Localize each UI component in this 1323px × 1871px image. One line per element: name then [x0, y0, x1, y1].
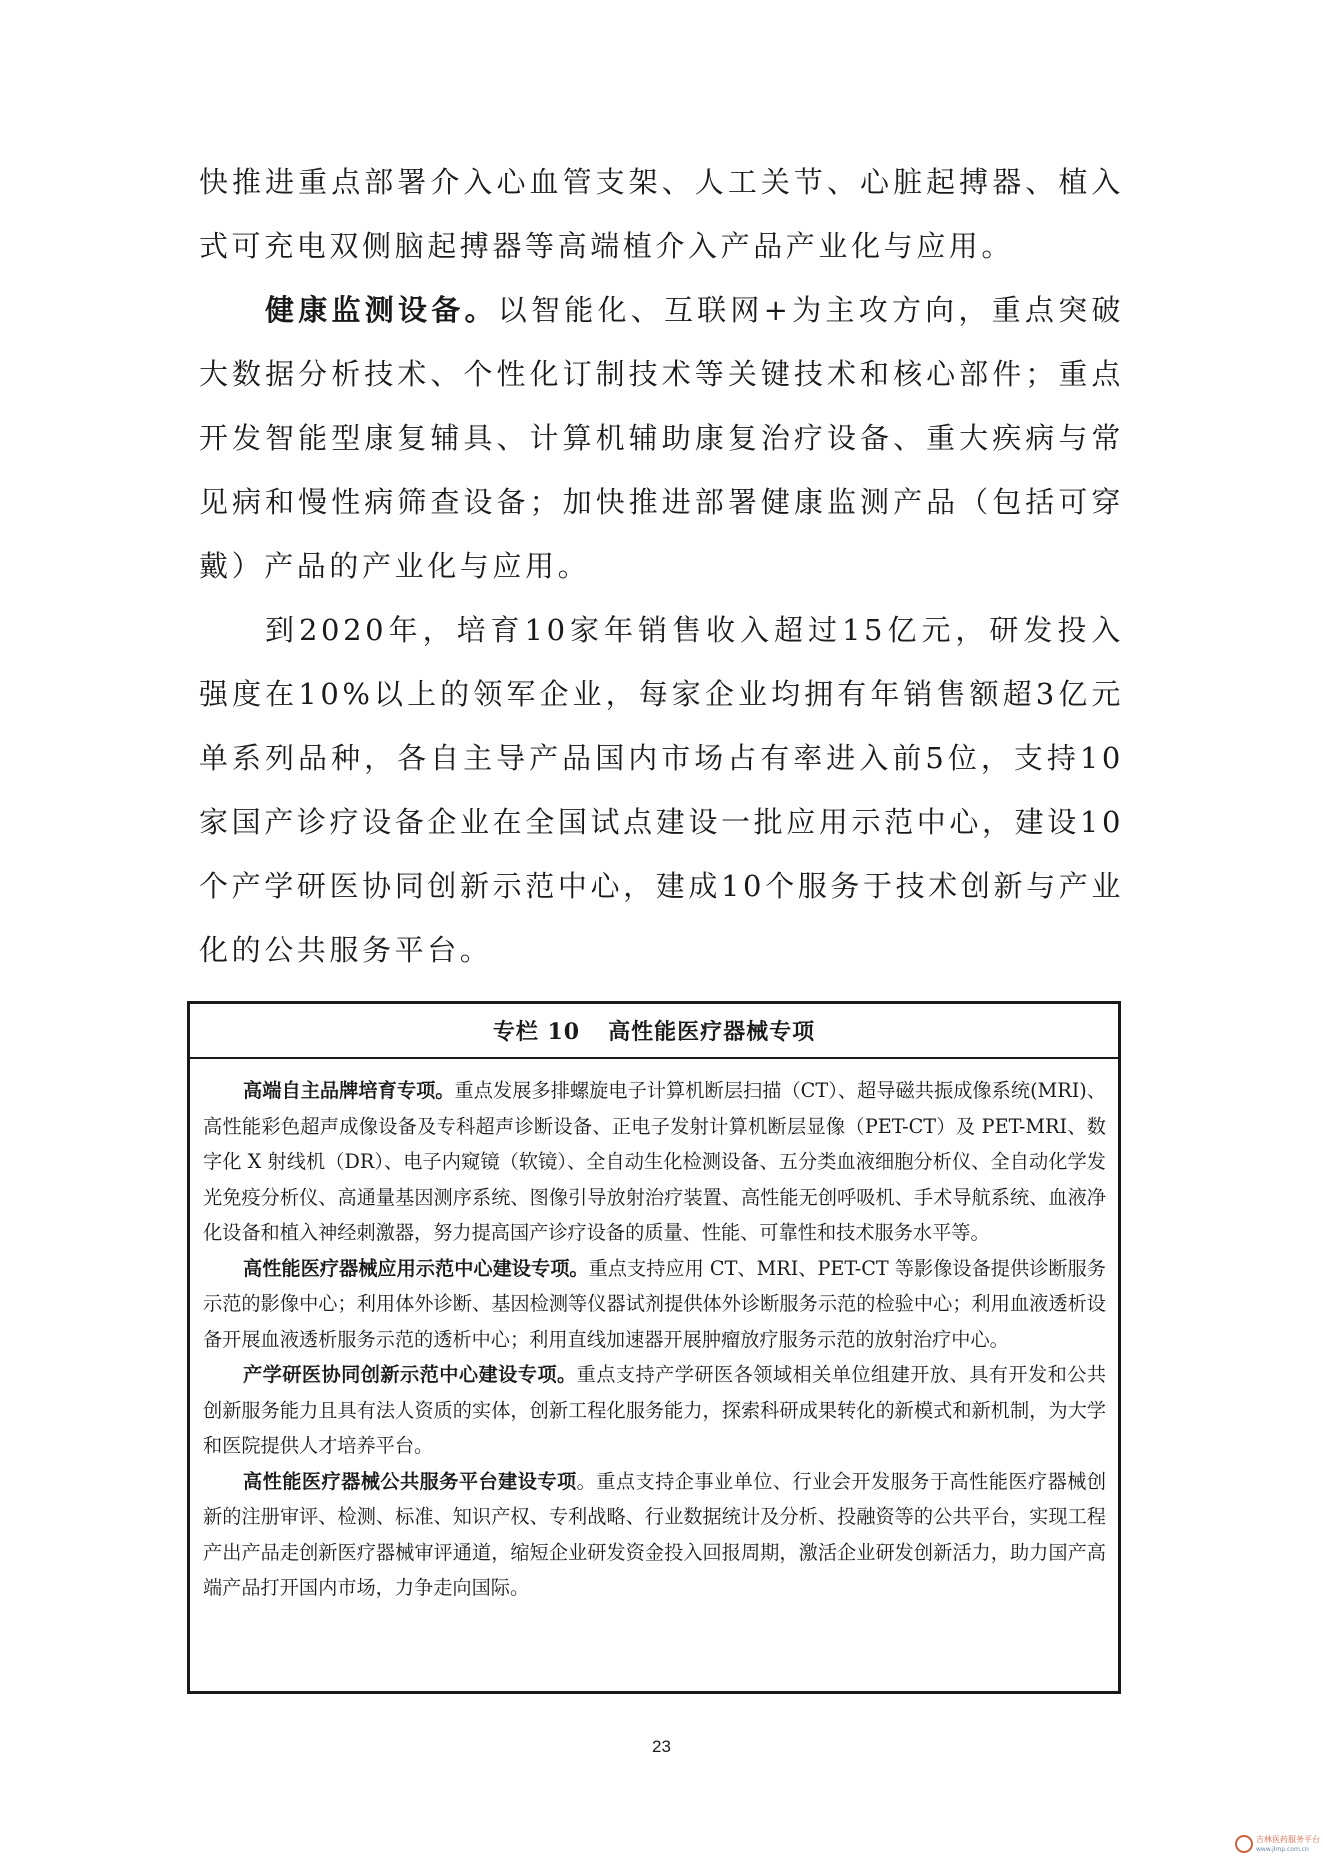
watermark-url: www.jlmp.com.cn [1256, 1846, 1309, 1853]
body-paragraph-3 [199, 598, 1124, 982]
body-paragraph-1 [199, 150, 1124, 278]
box-item [203, 1251, 1106, 1358]
box-item-lead: 产学研医协同创新示范中心建设专项。 [243, 1363, 577, 1386]
paragraph-text: 快推进重点部署介入心血管支架、人工关节、心脏起搏器、植入式可充电双侧脑起搏器等高端植介入产品产业化与应用。 [199, 165, 1124, 263]
box-item [203, 1073, 1106, 1251]
box-item-lead: 高性能医疗器械公共服务平台建设专项 [243, 1469, 577, 1493]
paragraph-text: 以智能化、互联网+为主攻方向，重点突破大数据分析技术、个性化订制技术等关键技术和核心部件；重点开发智能型康复辅具、计算机辅助康复治疗设备、重大疾病与常见病和慢性病筛查设备；加快推进部署健康监测产品（包括可穿戴）产品的产业化与应用。 [199, 293, 1125, 583]
page-number: 23 [652, 1737, 671, 1756]
box-title [190, 1004, 1118, 1059]
box-title-number: 专栏 10 [492, 1019, 581, 1045]
box-item [203, 1464, 1106, 1606]
box-item-lead: 高端自主品牌培育专项。 [243, 1079, 455, 1102]
body-paragraph-2 [199, 278, 1124, 598]
paragraph-lead-heading: 健康监测设备。 [265, 293, 498, 327]
special-column-box [187, 1001, 1121, 1694]
box-item-text: 。重点支持企事业单位、行业会开发服务于高性能医疗器械创新的注册审评、检测、标准、知识产权、专利战略、行业数据统计及分析、投融资等的公共平台，实现工程产出产品走创新医疗器械审评通道，缩短企业研发资金投入回报周期，激活企业研发创新活力，助力国产高端产品打开国内市场，力争走向国际。 [203, 1469, 1107, 1599]
watermark-name: 吉林医药服务平台 [1256, 1835, 1320, 1844]
box-content [190, 1059, 1118, 1606]
box-item-text: 重点支持应用 CT、MRI、PET-CT 等影像设备提供诊断服务示范的影像中心；利用体外诊断、基因检测等仪器试剂提供体外诊断服务示范的检验中心；利用血液透析设备开展血液透析服务示范的透析中心；利用直线加速器开展肿瘤放疗服务示范的放射治疗中心。 [203, 1256, 1106, 1351]
box-title-text: 高性能医疗器械专项 [608, 1019, 816, 1045]
box-item-lead: 高性能医疗器械应用示范中心建设专项。 [243, 1256, 589, 1280]
watermark-circle-icon [1235, 1835, 1253, 1853]
paragraph-text: 到2020年，培育10家年销售收入超过15亿元，研发投入强度在10%以上的领军企业，每家企业均拥有年销售额超3亿元单系列品种，各自主导产品国内市场占有率进入前5位，支持10家国产诊疗设备企业在全国试点建设一批应用示范中心，建设10个产学研医协同创新示范中心，建成10个服务于技术创新与产业化的公共服务平台。 [199, 613, 1124, 967]
box-item-text: 重点支持产学研医各领域相关单位组建开放、具有开发和公共创新服务能力且具有法人资质的实体，创新工程化服务能力，探索科研成果转化的新模式和新机制，为大学和医院提供人才培养平台。 [203, 1363, 1107, 1457]
box-item [203, 1357, 1106, 1464]
watermark-logo [1235, 1833, 1320, 1859]
box-item-text: 重点发展多排螺旋电子计算机断层扫描（CT）、超导磁共振成像系统(MRI)、高性能彩色超声成像设备及专科超声诊断设备、正电子发射计算机断层显像（PET-CT）及 PET-MRI、数字化 X 射线机（DR）、电子内窥镜（软镜）、全自动生化检测设备、五分类血液细胞分析仪、全自动化学发光免疫分析仪、高通量基因测序系统、图像引导放射治疗装置、高性能无创呼吸机、手术导航系统、血液净化设备和植入神经刺激器，努力提高国产诊疗设备的质量、性能、可靠性和技术服务水平等。 [203, 1079, 1106, 1244]
